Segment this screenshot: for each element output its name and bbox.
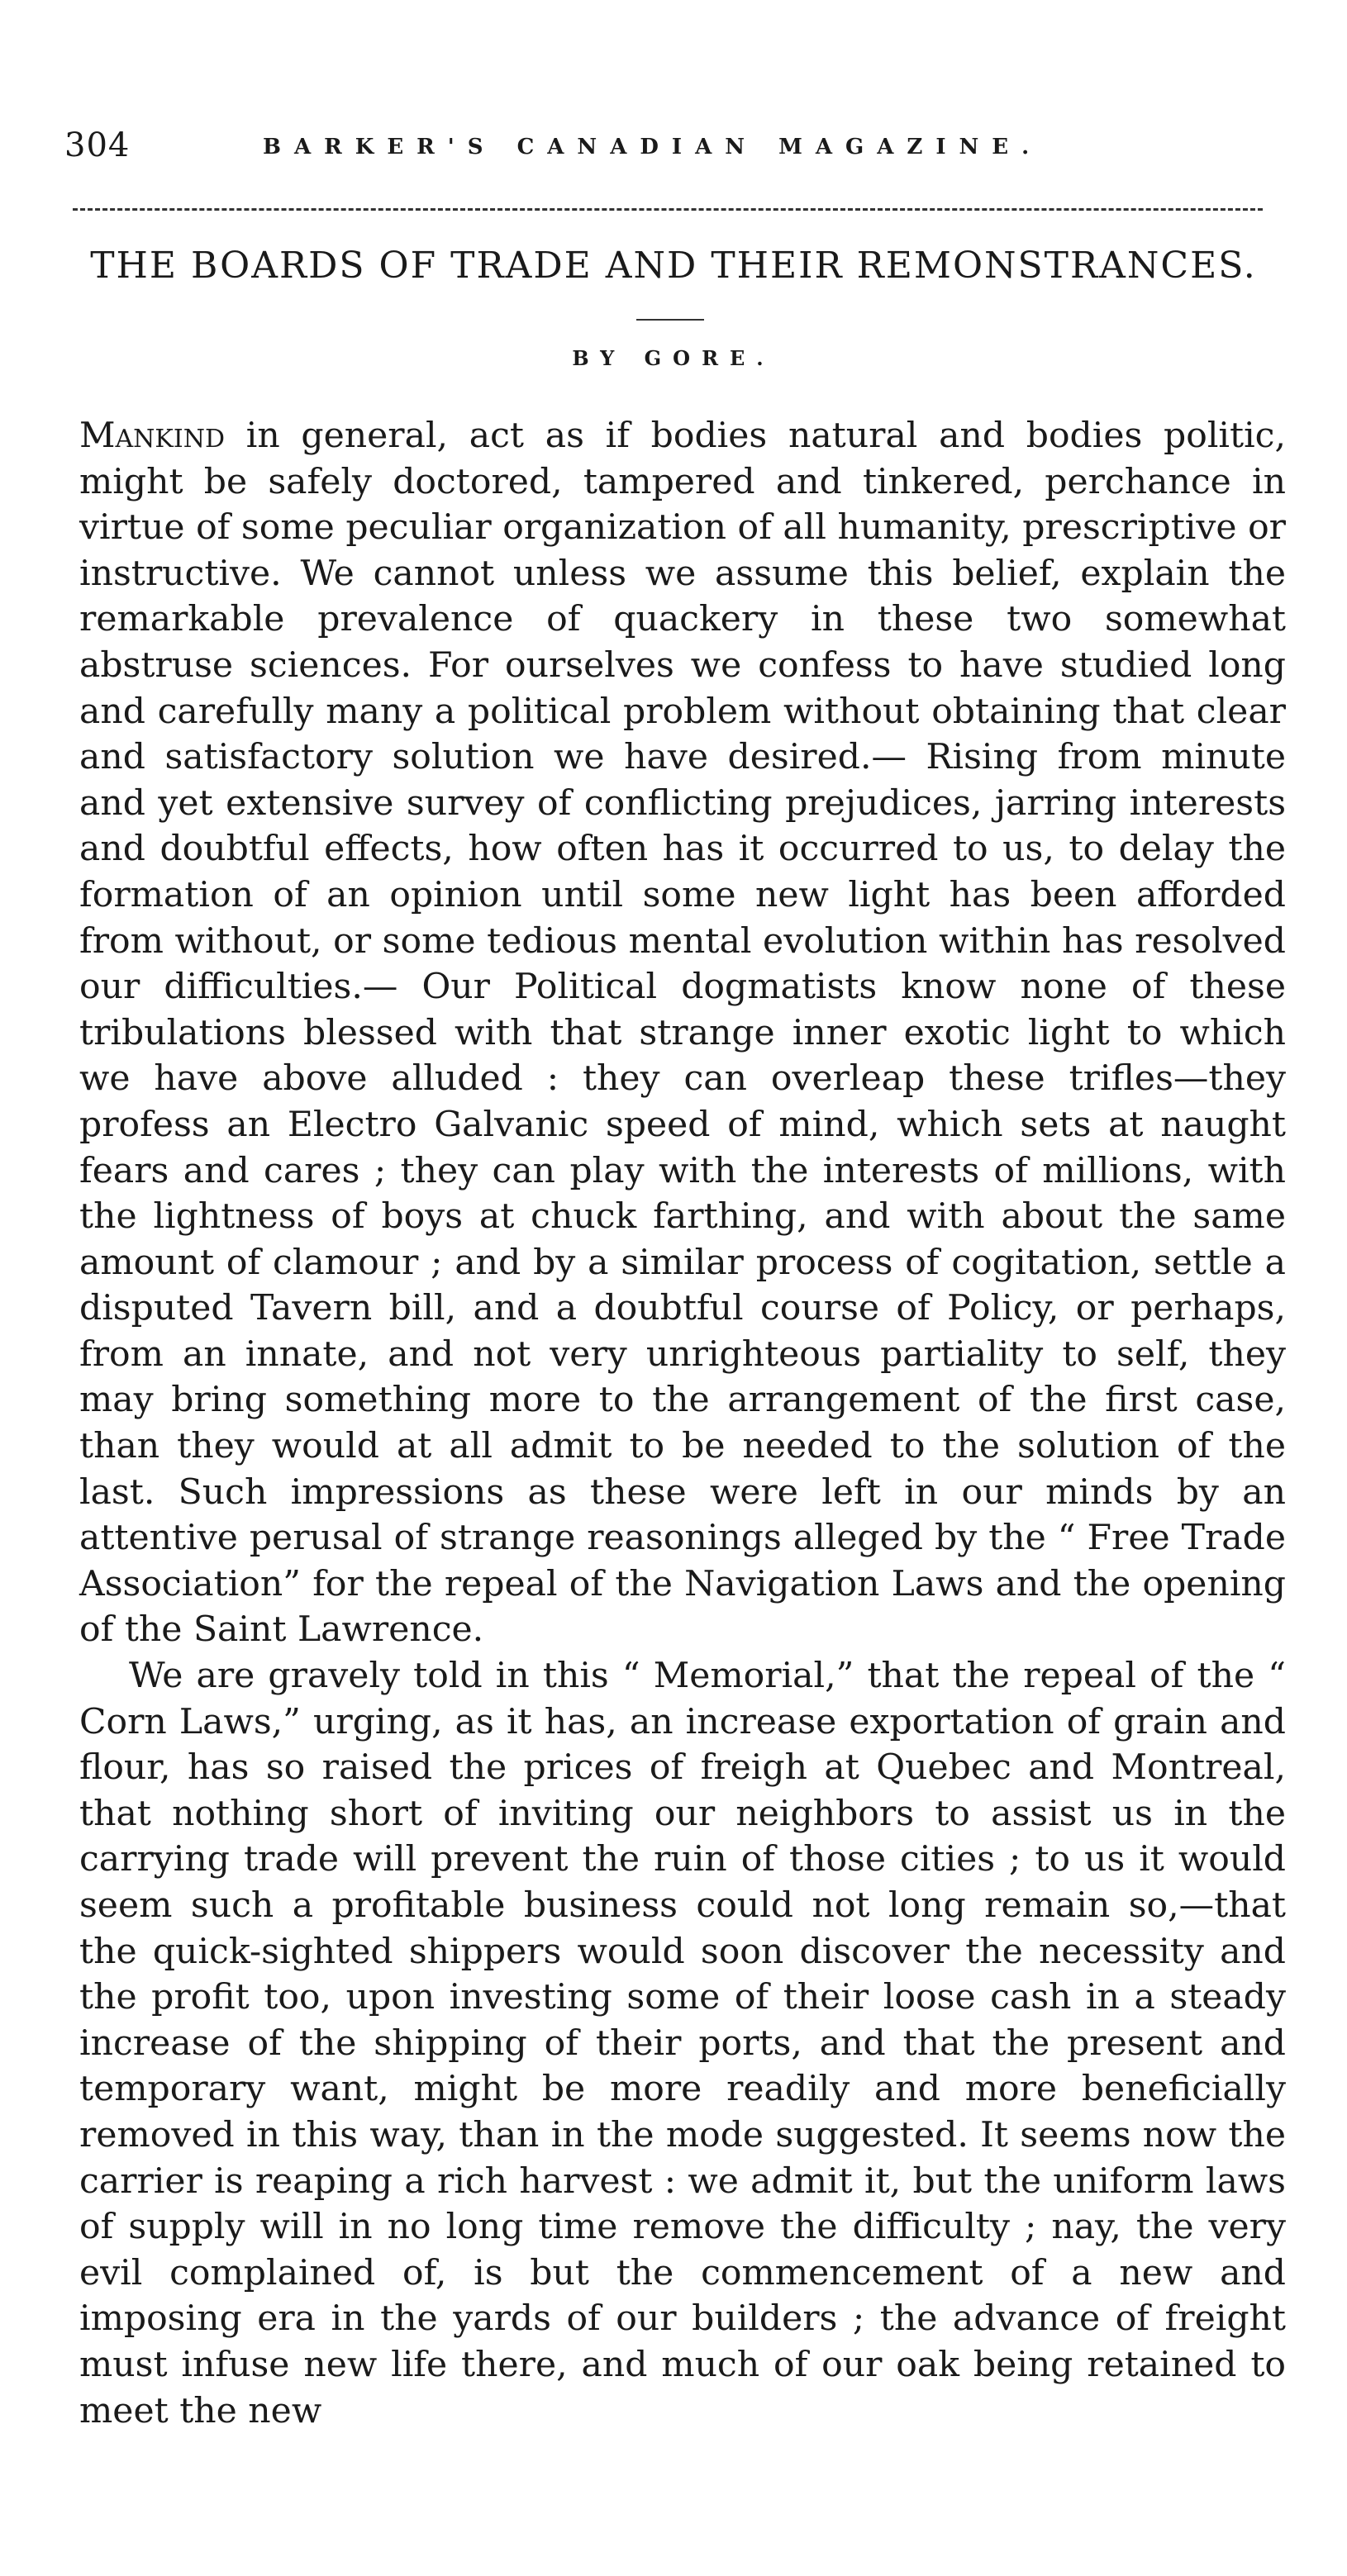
paragraph-lead-word: Mankind bbox=[79, 416, 225, 456]
paragraph-1 bbox=[79, 413, 1286, 1653]
article-body bbox=[79, 413, 1286, 2434]
page-number: 304 bbox=[64, 126, 131, 164]
running-head bbox=[64, 122, 1288, 172]
journal-title: BARKER'S CANADIAN MAGAZINE. bbox=[263, 135, 1043, 159]
header-rule bbox=[73, 208, 1263, 211]
article-title: THE BOARDS OF TRADE AND THEIR REMONSTRANCES. bbox=[90, 245, 1257, 287]
paragraph-2 bbox=[79, 1653, 1286, 2434]
paragraph-text: in general, act as if bodies natural and bodies politic, might be safely doctored, tampered and tinkered, perchance in virtue of some peculiar organization of all humanity, prescriptive or instructive. We cannot unless we assume this belief, explain the remarkable prevalence of quackery in these two somewhat abstruse sciences. For ourselves we confess to have studied long and carefully many a political problem without obtaining that clear and satisfactory solution we have desired.— Rising from minute and yet extensive survey of conflicting prejudices, jarring interests and doubtful effects, how often has it occurred to us, to delay the formation of an opinion until some new light has been afforded from without, or some tedious mental evolution within has resolved our difficulties.— Our Political dogmatists know none of these tribulations blessed with that strange inner exotic light to which we have above alluded : they can overleap these trifles—they profess an Electro Galvanic speed of mind, which sets at naught fears and cares ; they can play with the interests of millions, with the lightness of boys at chuck farthing, and with about the same amount of clamour ; and by a similar process of cogitation, settle a disputed Tavern bill, and a doubtful course of Policy, or perhaps, from an innate, and not very unrighteous partiality to self, they may bring something more to the arrangement of the first case, than they would at all admit to be needed to the solution of the last. Such impressions as these were left in our minds by an attentive perusal of strange reasonings alleged by the “ Free Trade Association” for the repeal of the Navigation Laws and the opening of the Saint Lawrence. bbox=[79, 416, 1286, 1651]
article-byline: BY GORE. bbox=[572, 346, 775, 370]
paragraph-text: We are gravely told in this “ Memorial,” that the repeal of the “ Corn Laws,” urging, as it has, an increase exportation of grain and flour, has so raised the prices of freigh at Quebec and Montreal, that nothing short of inviting our neighbors to assist us in the carrying trade will prevent the ruin of those cities ; to us it would seem such a profitable business could not long remain so,—that the quick-sighted shippers would soon discover the necessity and the profit too, upon investing some of their loose cash in a steady increase of the shipping of their ports, and that the present and temporary want, might be more readily and more beneficially removed in this way, than in the mode suggested. It seems now the carrier is reaping a rich harvest : we admit it, but the uniform laws of supply will in no long time remove the difficulty ; nay, the very evil complained of, is but the commencement of a new and imposing era in the yards of our builders ; the advance of freight must infuse new life there, and much of our oak being retained to meet the new bbox=[79, 1656, 1286, 2431]
title-divider bbox=[636, 319, 704, 321]
